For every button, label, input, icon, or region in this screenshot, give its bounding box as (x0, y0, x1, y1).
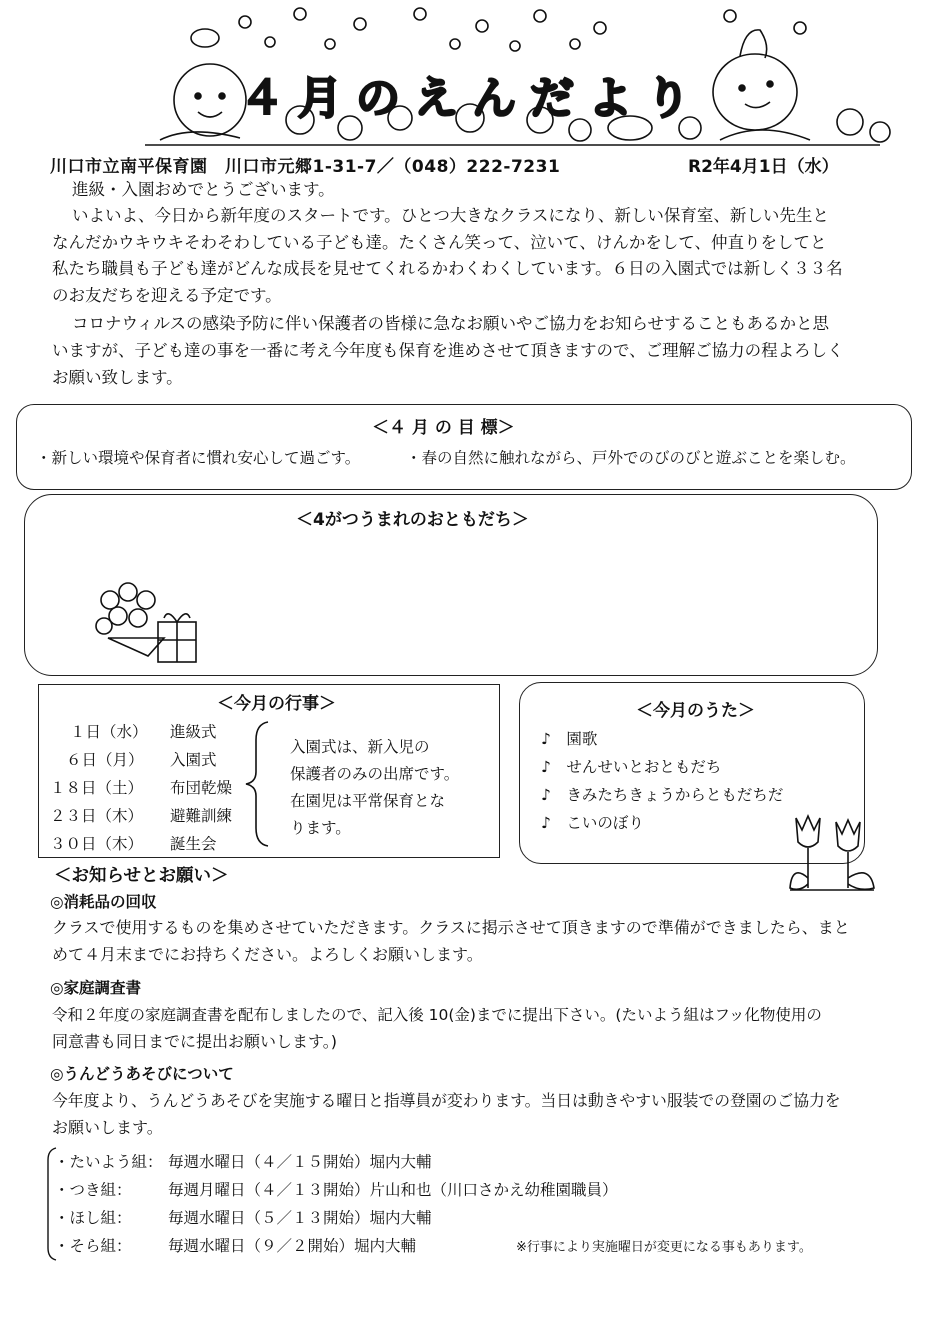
event-date: ２３日（木） (50, 807, 144, 825)
newsletter-title: ４月のえんだより (240, 73, 704, 124)
event-date: １日（水） (70, 723, 148, 741)
intro-line: なんだかウキウキそわそわしている子ども達。たくさん笑って、泣いて、けんかをして、仲直りをしてと (52, 233, 827, 252)
class-schedule: 毎週水曜日（９／２開始）堀内大輔 (168, 1237, 417, 1255)
notice-line: お願いします。 (52, 1118, 163, 1137)
notice-line: 同意書も同日までに提出お願いします。) (52, 1032, 337, 1051)
intro-line: いますが、子ども達の事を一番に考え今年度も保育を進めさせて頂きますので、ご理解ご協力の程よろしく (52, 341, 844, 360)
intro-line: 進級・入園おめでとうございます。 (72, 180, 335, 199)
class-schedule: 毎週月曜日（４／１３開始）片山和也（川口さかえ幼稚園職員） (168, 1181, 618, 1199)
entrance-note-line: 在園児は平常保育とな (290, 792, 446, 810)
song-item: ♪ こいのぼり (541, 814, 644, 832)
song-item: ♪ せんせいとおともだち (541, 758, 722, 776)
entrance-note-line: 保護者のみの出席です。 (290, 765, 460, 783)
notice-line: 今年度より、うんどうあそびを実施する曜日と指導員が変わります。当日は動きやすい服装での登園のご協力を (52, 1091, 841, 1110)
bee-icon (191, 29, 219, 47)
class-name: ・つき組： (54, 1181, 132, 1199)
songs-heading: ＜今月のうた＞ (636, 701, 755, 721)
goal-item: ・春の自然に触れながら、戸外でのびのびと遊ぶことを楽しむ。 (406, 449, 856, 467)
issue-date: R2年4月1日（水） (688, 157, 839, 177)
events-heading: ＜今月の行事＞ (217, 694, 336, 714)
girl-face-illustration (174, 64, 246, 136)
goal-item: ・新しい環境や保育者に慣れ安心して過ごす。 (36, 449, 361, 467)
event-date: ６日（月） (66, 751, 144, 769)
notice-line: めて４月末までにお持ちください。よろしくお願いします。 (52, 945, 483, 964)
notices-heading: ＜お知らせとお願い＞ (54, 866, 229, 886)
class-name: ・ほし組： (54, 1209, 132, 1227)
intro-line: いよいよ、今日から新年度のスタートです。ひとつ大きなクラスになり、新しい保育室、新しい先生と (72, 206, 829, 225)
schedule-footnote: ※行事により実施曜日が変更になる事もあります。 (516, 1240, 812, 1255)
class-name: ・そら組： (54, 1237, 132, 1255)
song-item: ♪ 園歌 (541, 730, 598, 748)
class-schedule: 毎週水曜日（４／１５開始）堀内大輔 (168, 1153, 432, 1171)
event-date: １８日（土） (50, 779, 144, 797)
notice-line: クラスで使用するものを集めさせていただきます。クラスに掲示させて頂きますので準備ができましたら、まと (52, 918, 850, 937)
event-date: ３０日（木） (50, 835, 144, 853)
entrance-note-line: 入園式は、新入児の (290, 738, 430, 756)
notice-section-title: ◎うんどうあそびについて (50, 1065, 234, 1083)
class-schedule: 毎週水曜日（５／１３開始）堀内大輔 (168, 1209, 432, 1227)
flowers-gift-icon (88, 578, 208, 668)
event-name: 布団乾燥 (170, 779, 233, 797)
notice-section-title: ◎家庭調査書 (50, 979, 142, 997)
notice-line: 令和２年度の家庭調査書を配布しましたので、記入後 10(金)までに提出下さい。(たいよう組はフッ化物使用の (52, 1006, 822, 1024)
intro-line: コロナウィルスの感染予防に伴い保護者の皆様に急なお願いやご協力をお知らせすることもあるかと思 (72, 314, 830, 333)
intro-line: 私たち職員も子ども達がどんな成長を見せてくれるかわくわくしています。６日の入園式では新しく３３名 (52, 259, 843, 278)
flower-row-decoration (239, 8, 806, 51)
intro-line: お願い致します。 (52, 368, 183, 387)
event-name: 進級式 (170, 723, 217, 741)
event-name: 避難訓練 (170, 807, 233, 825)
curly-brace-icon (244, 720, 274, 848)
event-name: 入園式 (170, 751, 217, 769)
song-item: ♪ きみたちきょうからともだちだ (541, 786, 784, 804)
tulip-icon (786, 808, 878, 898)
birthdays-heading: ＜4がつうまれのおともだち＞ (296, 510, 529, 530)
notice-section-title: ◎消耗品の回収 (50, 893, 157, 911)
entrance-note-line: ります。 (290, 819, 351, 837)
class-name: ・たいよう組： (54, 1153, 163, 1171)
event-name: 誕生会 (170, 835, 217, 853)
school-address: 川口市立南平保育園 川口市元郷1-31-7／（048）222-7231 (50, 157, 561, 177)
rabbit-illustration (713, 54, 797, 130)
monthly-goals-heading: ＜４ 月 の 目 標＞ (372, 418, 515, 438)
intro-line: のお友だちを迎える予定です。 (52, 286, 282, 305)
